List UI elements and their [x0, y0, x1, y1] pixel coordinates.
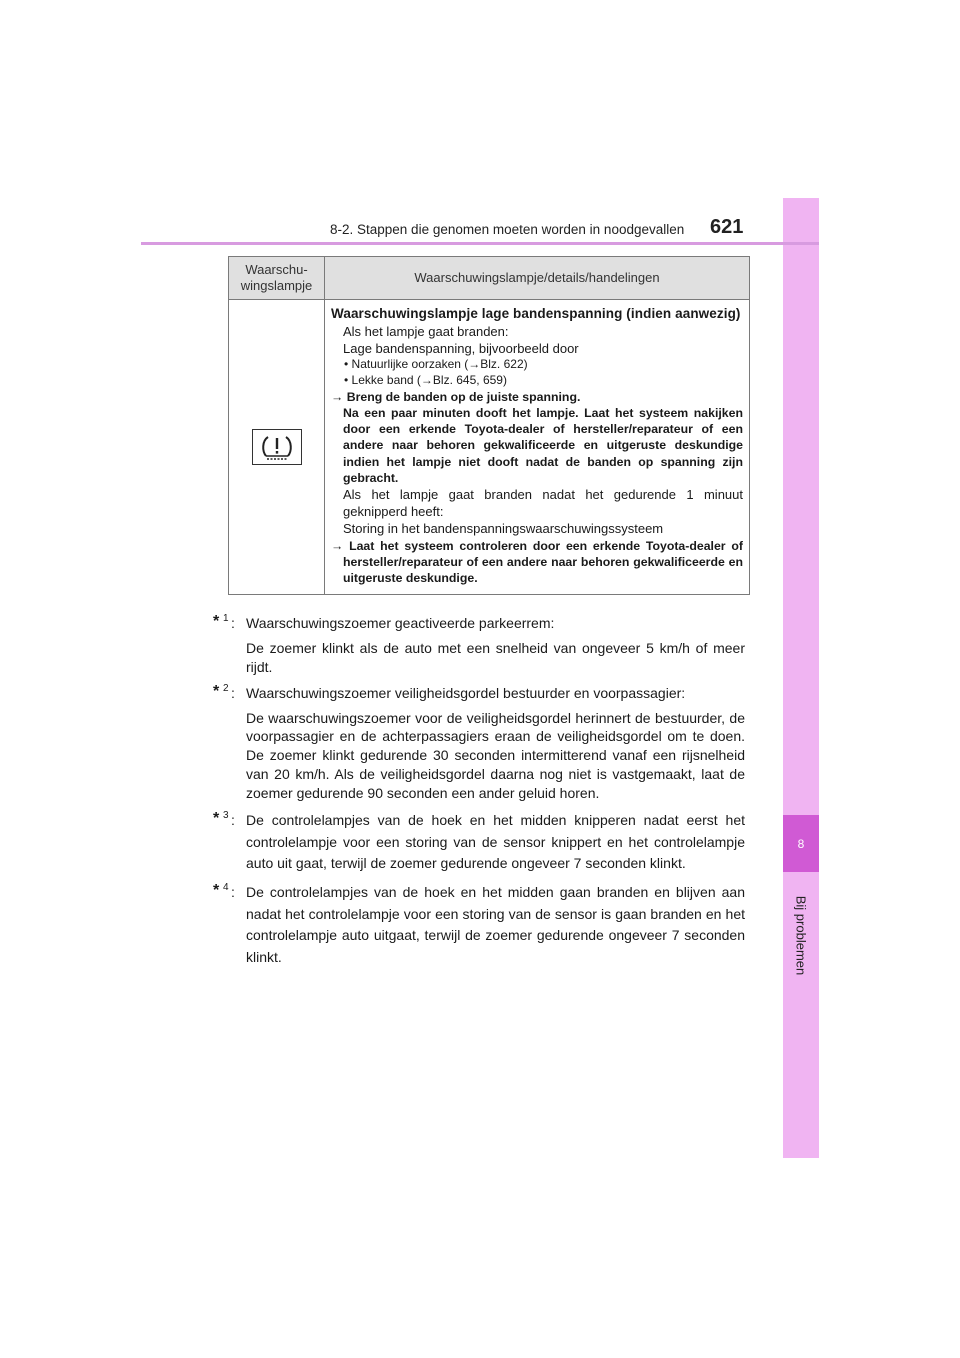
- details-cell: [325, 300, 750, 595]
- condition-1: Als het lampje gaat branden:: [343, 323, 509, 339]
- action-2: → Laat het systeem controleren door een erkende Toyota-dealer of hersteller/reparateur of een andere naar behoren gekwalificeerde en uitgeruste deskundige.: [331, 538, 743, 585]
- footnotes: [213, 614, 745, 976]
- chapter-number: 8: [783, 815, 819, 872]
- footnote-marker: *: [213, 682, 220, 700]
- cause-bullet-1: • Natuurlijke oorzaken (→Blz. 622): [344, 357, 528, 372]
- warning-light-table: [228, 256, 750, 595]
- chapter-label-text: Bij problemen: [793, 895, 809, 975]
- tire-pressure-warning-icon: [252, 429, 302, 465]
- chapter-label: [783, 880, 819, 990]
- chapter-side-tab: [783, 198, 819, 1158]
- table-header-row: [229, 257, 750, 300]
- footnote-heading: Waarschuwingszoemer veiligheidsgordel bestuurder en voorpassagier:: [246, 684, 686, 701]
- header-divider: [141, 242, 819, 245]
- footnote-marker: *: [213, 810, 220, 828]
- footnote-body: De zoemer klinkt als de auto met een snelheid van ongeveer 5 km/h of meer rijdt.: [246, 639, 745, 675]
- action-1-head: → Breng de banden op de juiste spanning.: [331, 389, 581, 404]
- footnote-1: * 1 : Waarschuwingszoemer geactiveerde parkeerrem: De zoemer klinkt als de auto met een snelheid van ongeveer 5 km/h of meer rijdt.: [213, 613, 745, 675]
- cause-bullet-2: • Lekke band (→Blz. 645, 659): [344, 372, 507, 387]
- footnote-2: * 2 : Waarschuwingszoemer veiligheidsgordel bestuurder en voorpassagier: De waarschuwingszoemer voor de veiligheidsgordel herinnert de bestuurder, de voorpassagier en de achterpassagiers eraan de veiligheidsgordel om te doen. De zoemer klinkt gedurende 30 seconden intermitterend vanaf een rijsnelheid van 20 km/h. Als de veiligheidsgordel daarna nog niet is vastgemaakt, laat de zoemer gedurende 90 seconden een ander geluid horen.: [213, 682, 745, 802]
- footnote-number: 3: [223, 810, 229, 822]
- page-number: 621: [710, 216, 744, 238]
- footnote-number: 4: [223, 882, 229, 894]
- col-header-details: Waarschuwingslampje/details/handelingen: [325, 257, 750, 300]
- footnote-number: 2: [223, 682, 229, 694]
- table-row: [229, 300, 750, 595]
- footnote-body: De waarschuwingszoemer voor de veiligheidsgordel herinnert de bestuurder, de voorpassagier en de achterpassagiers eraan de veiligheidsgordel om te doen. De zoemer klinkt gedurende 30 seconden intermitterend vanaf een rijsnelheid van 20 km/h. Als de veiligheidsgordel daarna nog niet is vastgemaakt, laat de zoemer gedurende 90 seconden een ander geluid horen.: [246, 709, 745, 802]
- footnote-4: * 4 : De controlelampjes van de hoek en het midden gaan branden en blijven aan nadat het controlelampje voor een storing van de sensor is gaan branden en het controlelampje auto uitgaat, terwijl de zoemer gedurende ongeveer 7 seconden klinkt.: [213, 882, 745, 969]
- section-title: 8-2. Stappen die genomen moeten worden in noodgevallen: [330, 222, 685, 237]
- footnote-marker: *: [213, 882, 220, 900]
- action-1-body: Na een paar minuten dooft het lampje. Laat het systeem nakijken door een erkende Toyota-dealer of hersteller/reparateur of een andere naar behoren gekwalificeerde en uitgeruste deskundige indien het lampje niet dooft nadat de banden op spanning zijn gebracht.: [343, 406, 743, 485]
- footnote-heading: De controlelampjes van de hoek en het midden knipperen nadat eerst het controlelampje voor een storing van de sensor knippert en het controlelampje auto uit gaat, terwijl de zoemer gedurende ongeveer 7 seconden klinkt.: [246, 812, 745, 872]
- footnote-heading: De controlelampjes van de hoek en het midden gaan branden en blijven aan nadat het controlelampje voor een storing van de sensor is gaan branden en het controlelampje auto uitgaat, terwijl de zoemer gedurende ongeveer 7 seconden klinkt.: [246, 884, 745, 966]
- cause-2: Storing in het bandenspanningswaarschuwingssysteem: [343, 521, 664, 537]
- icon-cell: [229, 300, 325, 595]
- footnote-3: * 3 : De controlelampjes van de hoek en het midden knipperen nadat eerst het controlelampje voor een storing van de sensor knippert en het controlelampje auto uit gaat, terwijl de zoemer gedurende ongeveer 7 seconden klinkt.: [213, 810, 745, 875]
- condition-2: Als het lampje gaat branden nadat het gedurende 1 minuut geknipperd heeft:: [343, 487, 743, 520]
- warning-title: Waarschuwingslampje lage bandenspanning (indien aanwezig): [331, 306, 741, 321]
- cause-intro: Lage bandenspanning, bijvoorbeeld door: [343, 340, 579, 356]
- col-header-light: Waarschu- wingslampje: [229, 257, 325, 300]
- footnote-marker: *: [213, 613, 220, 630]
- footnote-heading: Waarschuwingszoemer geactiveerde parkeerrem:: [246, 615, 555, 631]
- footnote-number: 1: [223, 613, 229, 624]
